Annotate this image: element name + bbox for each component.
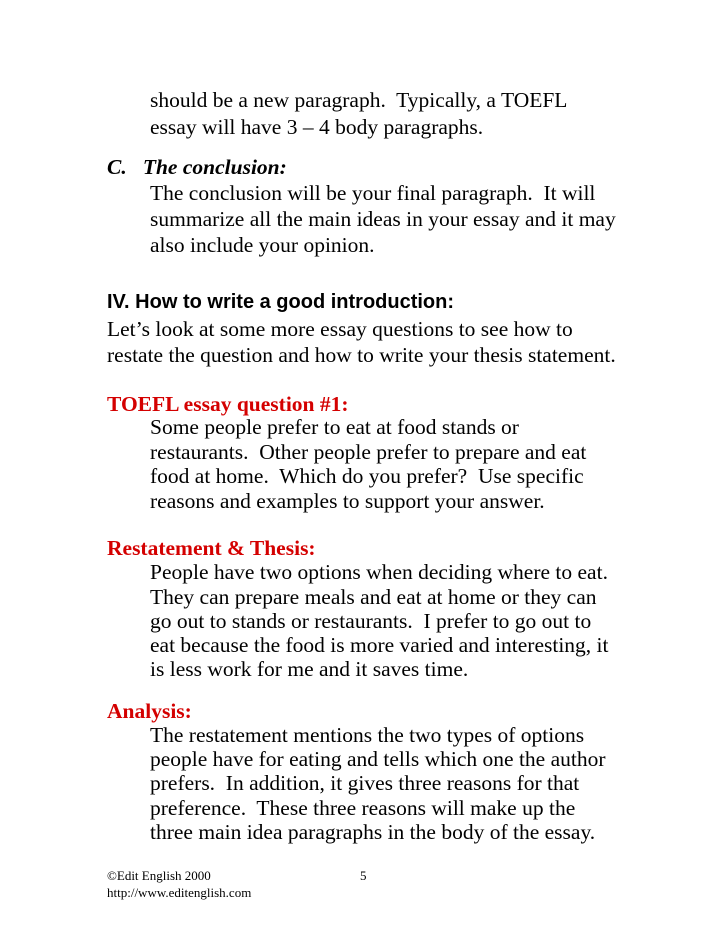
analysis-line: three main idea paragraphs in the body of the essay. <box>150 820 596 844</box>
conclusion-line: summarize all the main ideas in your essay and it may <box>150 207 616 231</box>
conclusion-heading: C. The conclusion: <box>107 155 287 179</box>
section-iv-line: restate the question and how to write your thesis statement. <box>107 343 616 367</box>
page-number: 5 <box>360 868 367 883</box>
restatement-line: They can prepare meals and eat at home or they can <box>150 585 597 609</box>
analysis-heading: Analysis: <box>107 699 192 723</box>
footer-url: http://www.editenglish.com <box>107 885 252 900</box>
analysis-line: prefers. In addition, it gives three reasons for that <box>150 771 580 795</box>
question-line: restaurants. Other people prefer to prepare and eat <box>150 440 587 464</box>
conclusion-line: The conclusion will be your final paragraph. It will <box>150 181 596 205</box>
question-heading: TOEFL essay question #1: <box>107 392 349 416</box>
analysis-line: preference. These three reasons will make up the <box>150 796 576 820</box>
analysis-line: The restatement mentions the two types of options <box>150 723 585 747</box>
restatement-line: is less work for me and it saves time. <box>150 657 469 681</box>
analysis-line: people have for eating and tells which one the author <box>150 747 606 771</box>
footer-copyright: ©Edit English 2000 <box>107 868 211 883</box>
conclusion-line: also include your opinion. <box>150 233 375 257</box>
question-line: food at home. Which do you prefer? Use specific <box>150 464 584 488</box>
restatement-line: People have two options when deciding where to eat. <box>150 560 608 584</box>
restatement-line: go out to stands or restaurants. I prefer to go out to <box>150 609 592 633</box>
continued-paragraph-line: should be a new paragraph. Typically, a TOEFL <box>150 88 568 112</box>
continued-paragraph-line: essay will have 3 – 4 body paragraphs. <box>150 115 484 139</box>
restatement-heading: Restatement & Thesis: <box>107 536 316 560</box>
question-line: Some people prefer to eat at food stands or <box>150 415 519 439</box>
question-line: reasons and examples to support your answer. <box>150 489 545 513</box>
restatement-line: eat because the food is more varied and interesting, it <box>150 633 609 657</box>
section-iv-heading: IV. How to write a good introduction: <box>107 291 455 313</box>
section-iv-line: Let’s look at some more essay questions to see how to <box>107 317 573 341</box>
